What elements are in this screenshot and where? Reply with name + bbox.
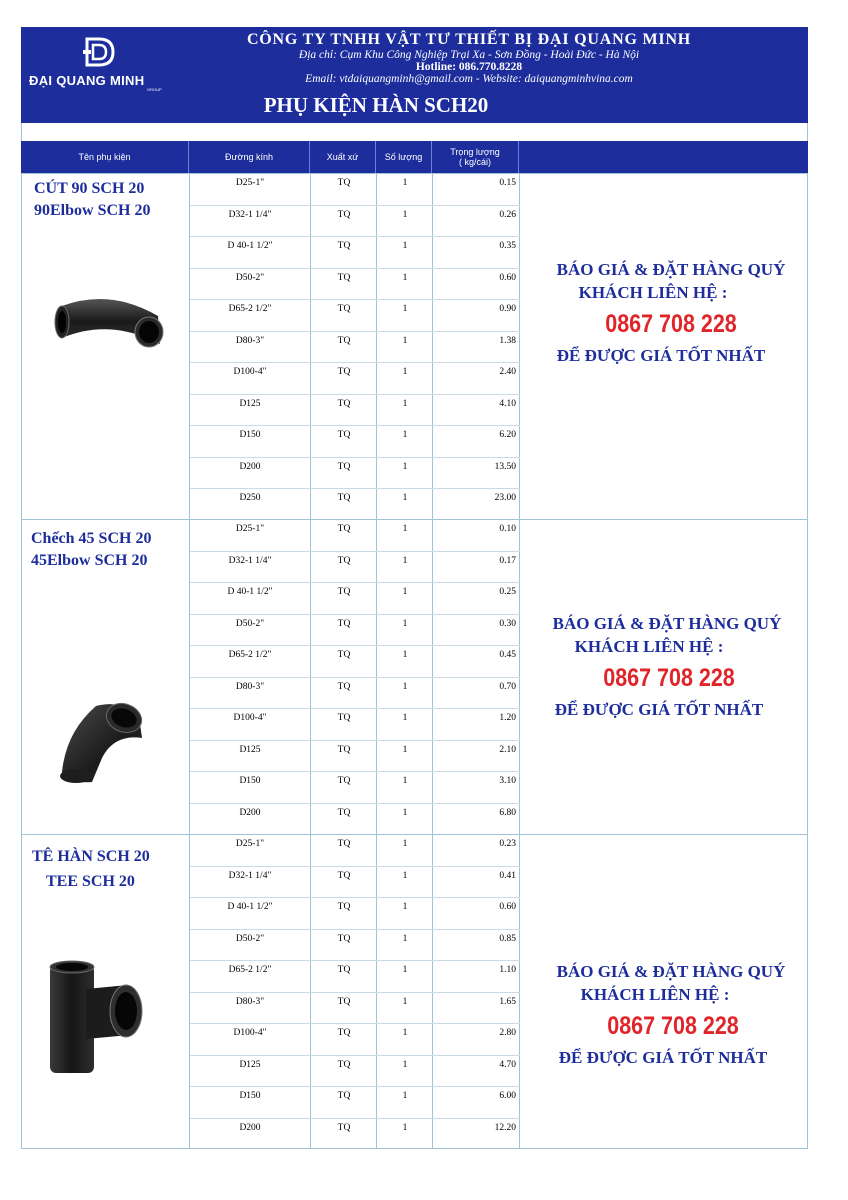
table-row — [190, 867, 520, 899]
quantity-cell: 1 — [402, 178, 408, 188]
quantity-cell: 1 — [402, 241, 408, 251]
origin-cell: TQ — [337, 933, 351, 944]
quantity-cell: 1 — [402, 430, 408, 440]
quantity-cell: 1 — [402, 555, 408, 566]
product-name: CÚT 90 SCH 20 — [34, 180, 145, 197]
weight-cell: 23.00 — [494, 493, 516, 503]
elbow-45-icon — [58, 698, 144, 786]
weight-cell: 0.25 — [499, 587, 516, 597]
origin-cell: TQ — [337, 1091, 351, 1101]
table-row — [190, 741, 520, 773]
table-row — [190, 615, 520, 647]
diameter-cell: D150 — [239, 1091, 261, 1101]
weight-cell: 0.10 — [499, 524, 516, 534]
page-title: PHỤ KIỆN HÀN SCH20 — [263, 93, 489, 117]
diameter-cell: D65-2 1/2" — [228, 304, 272, 314]
elbow-90-icon — [50, 292, 168, 350]
table-row — [190, 269, 520, 301]
weight-cell: 0.30 — [499, 618, 516, 629]
diameter-cell: D25-1" — [235, 524, 265, 534]
origin-cell: TQ — [337, 1028, 351, 1038]
weight-cell: 0.15 — [499, 178, 516, 188]
section-tee — [21, 834, 808, 1149]
origin-cell: TQ — [337, 744, 351, 755]
quantity-cell: 1 — [402, 965, 408, 975]
weight-cell: 0.90 — [499, 304, 516, 314]
origin-cell: TQ — [337, 493, 351, 503]
origin-cell: TQ — [337, 650, 351, 660]
quote-phone[interactable]: 0867 708 228 — [605, 310, 737, 338]
diameter-cell: D80-3" — [235, 681, 265, 692]
product-name-en: TEE SCH 20 — [46, 873, 135, 890]
diameter-cell: D80-3" — [235, 996, 265, 1007]
diameter-cell: D80-3" — [235, 335, 265, 346]
diameter-cell: D125 — [239, 744, 261, 755]
diameter-cell: D65-2 1/2" — [228, 650, 272, 660]
table-row — [190, 583, 520, 615]
weight-cell: 0.85 — [499, 933, 516, 944]
weight-cell: 6.20 — [499, 430, 516, 440]
table-row — [190, 174, 520, 206]
quantity-cell: 1 — [402, 272, 408, 283]
diameter-cell: D 40-1 1/2" — [227, 902, 273, 912]
table-row — [190, 1119, 520, 1151]
quote-line3: ĐỂ ĐƯỢC GIÁ TỐT NHẤT — [558, 1048, 768, 1067]
table-row — [190, 237, 520, 269]
table-row — [190, 458, 520, 490]
weight-cell: 6.80 — [499, 807, 516, 818]
diameter-cell: D100-4" — [233, 1028, 267, 1038]
diameter-cell: D150 — [239, 430, 261, 440]
origin-cell: TQ — [337, 461, 351, 472]
origin-cell: TQ — [337, 241, 351, 251]
th-quantity: Số lượng — [376, 141, 432, 173]
table-row — [190, 961, 520, 993]
diameter-cell: D32-1 1/4" — [228, 870, 272, 881]
weight-cell: 12.20 — [494, 1122, 516, 1133]
weight-cell: 0.45 — [499, 650, 516, 660]
quote-phone[interactable]: 0867 708 228 — [603, 664, 735, 692]
diameter-cell: D 40-1 1/2" — [227, 587, 273, 597]
diameter-cell: D100-4" — [233, 713, 267, 723]
table-row — [190, 772, 520, 804]
diameter-cell: D32-1 1/4" — [228, 555, 272, 566]
quantity-cell: 1 — [402, 524, 408, 534]
weight-cell: 1.20 — [499, 713, 516, 723]
weight-cell: 0.26 — [499, 209, 516, 220]
weight-cell: 0.17 — [499, 555, 516, 566]
quote-line2: KHÁCH LIÊN HỆ : — [574, 637, 724, 656]
quantity-cell: 1 — [402, 1091, 408, 1101]
quantity-cell: 1 — [402, 367, 408, 377]
diameter-cell: D65-2 1/2" — [228, 965, 272, 975]
header-gap — [21, 123, 808, 141]
quote-line2: KHÁCH LIÊN HỆ : — [578, 283, 728, 302]
quantity-cell: 1 — [402, 304, 408, 314]
origin-cell: TQ — [337, 335, 351, 346]
weight-cell: 0.60 — [499, 272, 516, 283]
product-name: Chếch 45 SCH 20 — [31, 530, 152, 547]
origin-cell: TQ — [337, 587, 351, 597]
table-row — [190, 552, 520, 584]
header-banner — [21, 27, 808, 123]
quantity-cell: 1 — [402, 1028, 408, 1038]
origin-cell: TQ — [337, 902, 351, 912]
weight-cell: 0.60 — [499, 902, 516, 912]
quantity-cell: 1 — [402, 1059, 408, 1070]
table-row — [190, 395, 520, 427]
diameter-cell: D32-1 1/4" — [228, 209, 272, 220]
tee-icon — [46, 959, 146, 1077]
origin-cell: TQ — [337, 965, 351, 975]
quantity-cell: 1 — [402, 776, 408, 786]
diameter-cell: D25-1" — [235, 178, 265, 188]
th-weight — [432, 141, 519, 173]
origin-cell: TQ — [337, 807, 351, 818]
diameter-cell: D125 — [239, 398, 261, 409]
origin-cell: TQ — [337, 555, 351, 566]
quantity-cell: 1 — [402, 335, 408, 346]
weight-cell: 4.70 — [499, 1059, 516, 1070]
product-name-en: 90Elbow SCH 20 — [34, 202, 151, 219]
weight-cell: 2.80 — [499, 1028, 516, 1038]
quantity-cell: 1 — [402, 870, 408, 881]
diameter-cell: D50-2" — [235, 933, 265, 944]
company-hotline: Hotline: 086.770.8228 — [415, 61, 523, 73]
logo-sub: GROUP — [147, 87, 162, 92]
table-row — [190, 1056, 520, 1088]
table-row — [190, 332, 520, 364]
th-diameter: Đường kính — [189, 141, 310, 173]
weight-cell: 1.10 — [499, 965, 516, 975]
quantity-cell: 1 — [402, 461, 408, 472]
quantity-cell: 1 — [402, 713, 408, 723]
table-row — [190, 489, 520, 521]
diameter-cell: D50-2" — [235, 618, 265, 629]
quote-line2: KHÁCH LIÊN HỆ : — [580, 985, 730, 1004]
table-row — [190, 520, 520, 552]
origin-cell: TQ — [337, 304, 351, 314]
quantity-cell: 1 — [402, 1122, 408, 1133]
origin-cell: TQ — [337, 618, 351, 629]
product-name-en: 45Elbow SCH 20 — [31, 552, 148, 569]
diameter-cell: D200 — [239, 1122, 261, 1133]
diameter-cell: D100-4" — [233, 367, 267, 377]
th-weight-line1: Trọng lượng — [450, 147, 500, 157]
diameter-cell: D25-1" — [235, 839, 265, 849]
quote-line1: BÁO GIÁ & ĐẶT HÀNG QUÝ — [556, 962, 786, 981]
table-row — [190, 1087, 520, 1119]
weight-cell: 2.40 — [499, 367, 516, 377]
weight-cell: 4.10 — [499, 398, 516, 409]
th-origin: Xuất xứ — [310, 141, 376, 173]
origin-cell: TQ — [337, 713, 351, 723]
quantity-cell: 1 — [402, 933, 408, 944]
quote-line3: ĐỂ ĐƯỢC GIÁ TỐT NHẤT — [554, 700, 764, 719]
table-header — [21, 141, 808, 173]
section-elbow-45 — [21, 519, 808, 835]
weight-cell: 1.65 — [499, 996, 516, 1007]
table-row — [190, 804, 520, 836]
table-row — [190, 300, 520, 332]
origin-cell: TQ — [337, 430, 351, 440]
table-row — [190, 646, 520, 678]
quantity-cell: 1 — [402, 839, 408, 849]
origin-cell: TQ — [337, 178, 351, 188]
weight-cell: 13.50 — [494, 461, 516, 472]
origin-cell: TQ — [337, 839, 351, 849]
quantity-cell: 1 — [402, 902, 408, 912]
origin-cell: TQ — [337, 524, 351, 534]
weight-cell: 0.23 — [499, 839, 516, 849]
quote-phone[interactable]: 0867 708 228 — [607, 1012, 739, 1040]
company-contact: Email: vtdaiquangminh@gmail.com - Website: daiquangminhvina.com — [305, 73, 633, 85]
quote-line1: BÁO GIÁ & ĐẶT HÀNG QUÝ — [556, 260, 786, 279]
table-row — [190, 993, 520, 1025]
origin-cell: TQ — [337, 398, 351, 409]
quantity-cell: 1 — [402, 744, 408, 755]
quantity-cell: 1 — [402, 807, 408, 818]
quantity-cell: 1 — [402, 681, 408, 692]
quantity-cell: 1 — [402, 493, 408, 503]
weight-cell: 1.38 — [499, 335, 516, 346]
quantity-cell: 1 — [402, 618, 408, 629]
product-name: TÊ HÀN SCH 20 — [32, 848, 150, 865]
diameter-cell: D200 — [239, 807, 261, 818]
th-empty — [519, 141, 808, 173]
weight-cell: 0.35 — [499, 241, 516, 251]
origin-cell: TQ — [337, 209, 351, 220]
table-row — [190, 363, 520, 395]
origin-cell: TQ — [337, 1059, 351, 1070]
quantity-cell: 1 — [402, 587, 408, 597]
table-row — [190, 206, 520, 238]
table-row — [190, 835, 520, 867]
table-row — [190, 709, 520, 741]
origin-cell: TQ — [337, 776, 351, 786]
company-name: CÔNG TY TNHH VẬT TƯ THIẾT BỊ ĐẠI QUANG MINH — [246, 31, 692, 48]
origin-cell: TQ — [337, 681, 351, 692]
diameter-cell: D125 — [239, 1059, 261, 1070]
origin-cell: TQ — [337, 367, 351, 377]
weight-cell: 0.70 — [499, 681, 516, 692]
table-row — [190, 678, 520, 710]
weight-cell: 3.10 — [499, 776, 516, 786]
table-row — [190, 930, 520, 962]
th-weight-line2: ( kg/cái) — [458, 157, 491, 167]
company-address: Địa chỉ: Cụm Khu Công Nghiệp Trại Xa - Sơn Đồng - Hoài Đức - Hà Nội — [298, 49, 640, 61]
th-name: Tên phụ kiện — [21, 141, 189, 173]
quantity-cell: 1 — [402, 996, 408, 1007]
quote-line3: ĐỂ ĐƯỢC GIÁ TỐT NHẤT — [556, 346, 766, 365]
logo-text: ĐẠI QUANG MINH — [29, 73, 145, 88]
diameter-cell: D250 — [239, 493, 261, 503]
quote-line1: BÁO GIÁ & ĐẶT HÀNG QUÝ — [552, 614, 782, 633]
logo-mark-icon — [81, 35, 119, 69]
diameter-cell: D150 — [239, 776, 261, 786]
table-row — [190, 426, 520, 458]
quantity-cell: 1 — [402, 650, 408, 660]
origin-cell: TQ — [337, 870, 351, 881]
quantity-cell: 1 — [402, 209, 408, 220]
section-elbow-90 — [21, 173, 808, 520]
origin-cell: TQ — [337, 1122, 351, 1133]
weight-cell: 0.41 — [499, 870, 516, 881]
diameter-cell: D50-2" — [235, 272, 265, 283]
table-row — [190, 1024, 520, 1056]
weight-cell: 2.10 — [499, 744, 516, 755]
quantity-cell: 1 — [402, 398, 408, 409]
table-row — [190, 898, 520, 930]
diameter-cell: D 40-1 1/2" — [227, 241, 273, 251]
diameter-cell: D200 — [239, 461, 261, 472]
origin-cell: TQ — [337, 996, 351, 1007]
weight-cell: 6.00 — [499, 1091, 516, 1101]
origin-cell: TQ — [337, 272, 351, 283]
